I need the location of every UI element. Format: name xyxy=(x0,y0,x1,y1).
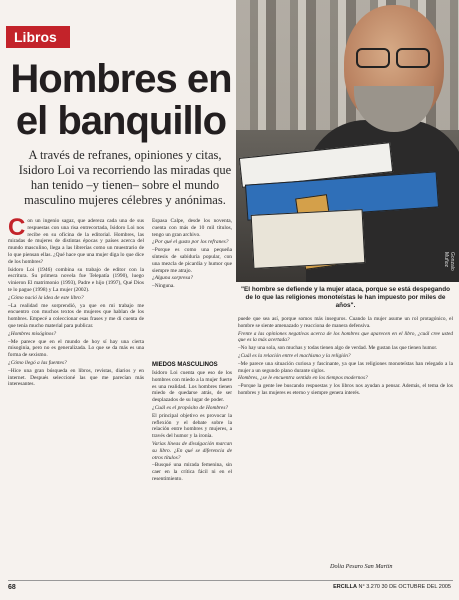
issue-date: 30 DE OCTUBRE DEL 2005 xyxy=(381,584,451,590)
footer-divider xyxy=(8,580,453,581)
paragraph: Isidoro Loi (1946) combina su trabajo de editor con la escritura. Su primera novela fue Telepatía (1990), luego vinieron El matrimonio (1993), Padre e hijo (1997), Qué Dios te lo pague (1998) y La mujer (2002). xyxy=(8,266,144,293)
page-number: 68 xyxy=(8,584,16,591)
interview-question: ¿Cómo llegó a las fuentes? xyxy=(8,359,67,366)
photo-credit: Gonzalo Muñoz xyxy=(443,252,455,271)
issue-number: N° 3.270 xyxy=(358,584,380,590)
paragraph: –Busqué una mirada femenina, sin caer en la crítica fácil ni en el resentimiento. xyxy=(152,462,232,482)
paragraph: Espasa Calpe, desde los noventa, cuenta con más de 10 mil títulos, tengo un gran archivo. xyxy=(152,218,232,238)
footer-publication xyxy=(333,584,451,590)
interview-question: ¿Cómo nació la idea de este libro? xyxy=(8,294,84,301)
interview-question: ¿Por qué el gusto por los refranes? xyxy=(152,239,229,246)
author-signature: Dolia Pesaro San Martin xyxy=(330,563,393,570)
article-subhead: A través de refranes, opiniones y citas, Isidoro Loi va recorriendo las miradas que han tenido –y tienen– sobre el mundo masculino mujeres célebres y anónimas. xyxy=(18,148,232,207)
interview-question: ¿Hombres misóginos? xyxy=(8,330,57,337)
article-headline: Hombres en el banquillo xyxy=(10,57,232,143)
paragraph: on un ingenio sagaz, que adereza cada una de sus respuestas con una risa entrecortada, Isidoro Loi nos recibe en su oficina de la editorial. Hombres, las miradas de mujeres de distintas épocas y países acerca del mundo masculino, llega a las librerías como un muestrario de lo que piensan ellas. ¿Qué hace que una mujer diga lo que dice de los hombres? xyxy=(8,218,144,265)
paragraph: –Porque es como una pequeña síntesis de sabiduría popular, con una mezcla de picardía y humor que siempre me atrajo. xyxy=(152,247,232,274)
paragraph: –Hice una gran búsqueda en libros, revistas, diarios y en internet. Después seleccioné las que me parecían más interesantes. xyxy=(8,367,144,388)
interview-question: Hombres, ¿se le encuentra sentido en los tiempos modernos? xyxy=(238,375,368,382)
interview-question: ¿Cuál es el propósito de Hombres? xyxy=(152,404,229,411)
paragraph: –No hay una sola, son muchas y todas tienen algo de verdad. Me gustan las que tienen humor. xyxy=(238,345,438,352)
paragraph: –Me parece que en el mundo de hoy sí hay una cierta misoginia, pero no es generalizada. Lo que se da más es una forma de sexismo. xyxy=(8,338,144,359)
magazine-name: ERCILLA xyxy=(333,584,357,590)
glasses-icon xyxy=(356,48,432,66)
book-stack-item xyxy=(251,209,366,269)
drop-cap: C xyxy=(8,214,26,241)
interview-question: ¿Alguna sorpresa? xyxy=(152,275,193,282)
article-column-2b xyxy=(152,370,232,484)
paragraph: –Ninguna. xyxy=(152,283,175,290)
photo-caption: "El hombre se defiende y la mujer ataca, porque se está despegando de lo que las religiones monoteístas le han impuesto por miles de años". xyxy=(240,286,451,309)
paragraph: –La realidad me sorprendió, ya que en mi trabajo me encuentro con muchos textos de mujeres que hablan de los hombres. Empecé a coleccionar esas frases y me di cuenta de que tenía mucho material para publicar. xyxy=(8,302,144,329)
paragraph: puede que sea así, porque somos más inseguros. Cuando la mujer asume un rol protagónico, el hombre se siente amenazado y reacciona de manera defensiva. xyxy=(238,316,453,329)
author-photo xyxy=(236,0,459,282)
article-column-1 xyxy=(8,214,144,389)
interview-question: Frente a las opiniones negativas acerca de los hombres que aparecen en el libro, ¿cuál cree usted que es la más acertada? xyxy=(238,330,453,344)
paragraph: El principal objetivo es provocar la reflexión y el debate sobre la relación entre hombres y mujeres, a través del humor y la ironía. xyxy=(152,412,232,440)
interview-question: Varias líneas de divulgación marcan su libro. ¿En qué se diferencia de otros títulos? xyxy=(152,440,232,461)
article-column-3 xyxy=(238,316,453,398)
interview-question: ¿Cuál es la relación entre el machismo y la religión? xyxy=(238,352,351,359)
article-column-2 xyxy=(152,218,232,291)
section-subheading: MIEDOS MASCULINOS xyxy=(152,362,218,368)
paragraph: Isidoro Loi cuenta que eso de los hombres con miedo a la mujer fuerte es una realidad. Los hombres tienen miedo de quedarse atrás, de ser desplazados de su lugar de poder. xyxy=(152,370,232,404)
section-tag: Libros xyxy=(6,26,70,48)
paragraph: –Porque la gente lee buscando respuestas y los libros nos ayudan a pensar. Además, el tema de los hombres y las mujeres es eterno y siempre genera interés. xyxy=(238,383,453,396)
paragraph: –Me parece una situación curiosa y fascinante, ya que las religiones monoteístas han relegado a la mujer a un segundo plano durante siglos. xyxy=(238,360,453,374)
